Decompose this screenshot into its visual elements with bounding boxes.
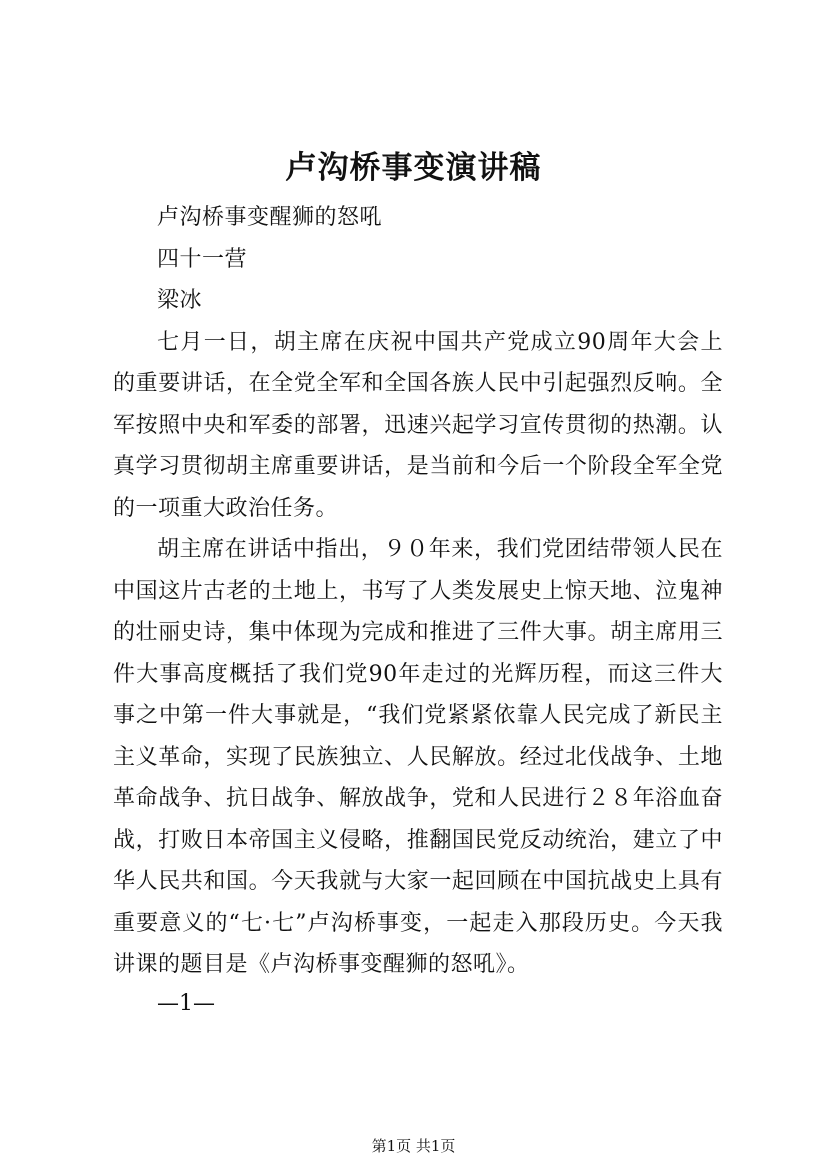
document-unit: 四十一营	[157, 246, 248, 272]
page-number-mark: —1—	[157, 991, 215, 1016]
document-author: 梁冰	[157, 288, 203, 313]
paragraph-2: 胡主席在讲话中指出，９０年来，我们党团结带领人民在中国这片古老的土地上，书写了人类发展史上惊天地、泣鬼神的壮丽史诗，集中体现为完成和推进了三件大事。胡主席用三件大事高度概括了我们党90年走过的光辉历程，而这三件大事之中第一件大事就是，“我们党紧紧依靠人民完成了新民主主义革命，实现了民族独立、人民解放。经过北伐战争、土地革命战争、抗日战争、解放战争，党和人民进行２８年浴血奋战，打败日本帝国主义侵略，推翻国民党反动统治，建立了中华人民共和国。今天我就与大家一起回顾在中国抗战史上具有重要意义的“七·七”卢沟桥事变，一起走入那段历史。今天我讲课的题目是《卢沟桥事变醒狮的怒吼》。	[113, 537, 723, 977]
document-subtitle: 卢沟桥事变醒狮的怒吼	[157, 205, 383, 230]
paragraph-1: 七月一日，胡主席在庆祝中国共产党成立90周年大会上的重要讲话，在全党全军和全国各族人民中引起强烈反响。全军按照中央和军委的部署，迅速兴起学习宣传贯彻的热潮。认真学习贯彻胡主席重要讲话，是当前和今后一个阶段全军全党的一项重大政治任务。	[113, 329, 723, 521]
document-body	[113, 197, 723, 986]
page-footer: 第1页 共1页	[371, 1137, 456, 1155]
document-title: 卢沟桥事变演讲稿	[285, 150, 542, 186]
